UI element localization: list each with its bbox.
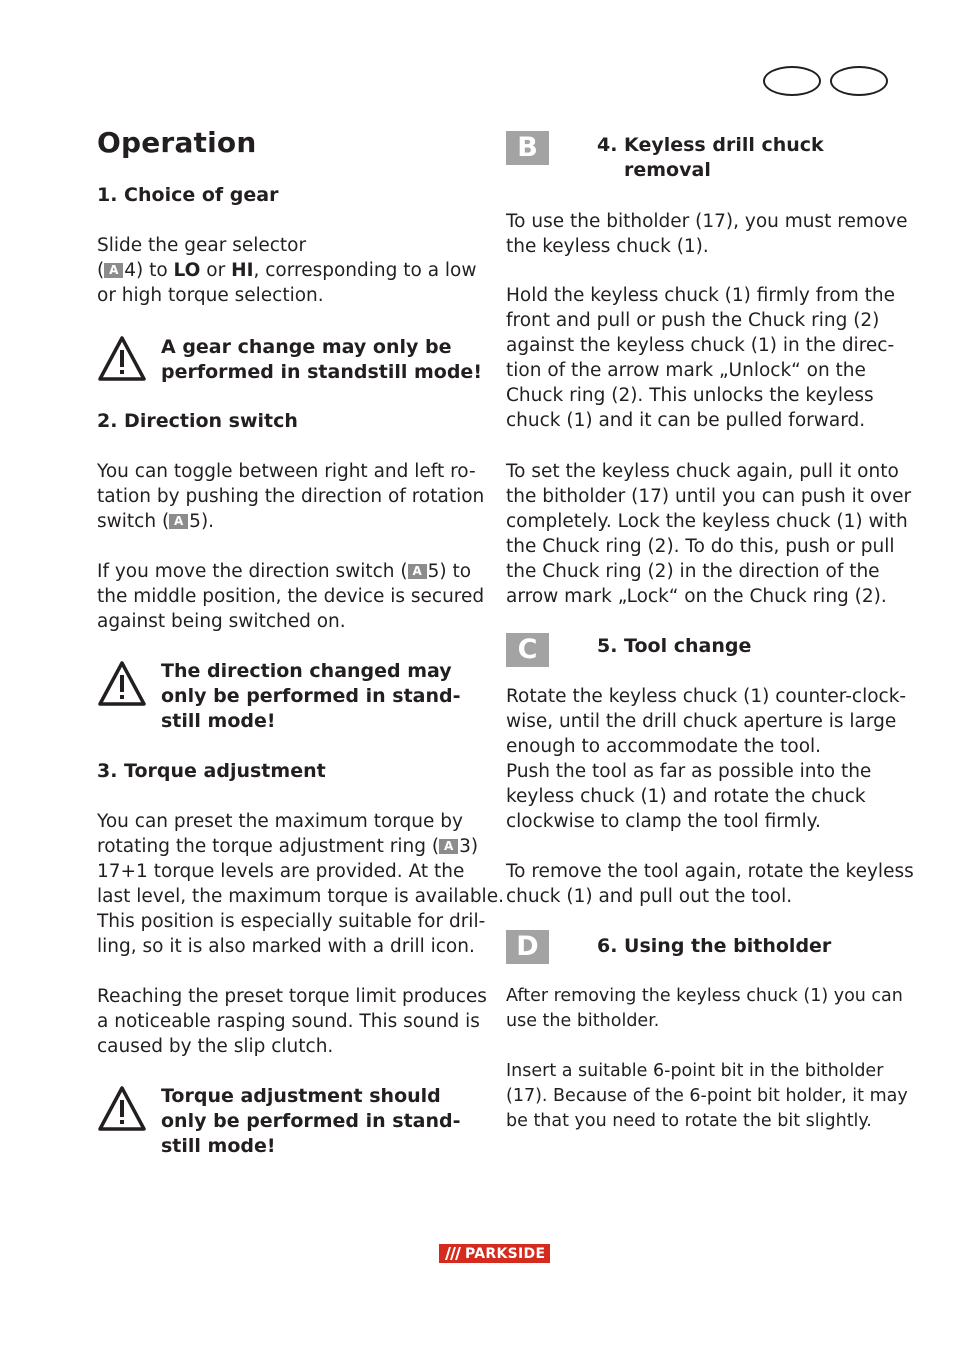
section-heading-keyless-chuck-removal [597,133,824,183]
language-oval-2 [830,66,888,96]
warning-direction-change [161,659,461,734]
text-line [97,559,484,584]
text-line: You can preset the maximum torque by [97,811,463,832]
figure-a-icon: A [439,839,458,854]
text-line: Push the tool as far as possible into the [506,761,872,782]
text: rotating the torque adjustment ring ( [97,836,440,857]
paragraph-tool-change-1 [506,684,906,834]
paragraph-direction-2 [97,559,484,634]
figure-label-c: C [506,633,549,667]
warning-gear-change [161,335,482,385]
paragraph-direction-1 [97,459,484,534]
text: switch ( [97,511,170,532]
lo-label: LO [173,260,201,281]
text-line: keyless chuck (1) and rotate the chuck [506,786,866,807]
text-line: To set the keyless chuck again, pull it onto [506,461,899,482]
text-line: only be performed in stand- [161,685,461,707]
paragraph-torque-2 [97,984,487,1059]
text-line: against being switched on. [97,611,346,632]
text: If you move the direction switch ( [97,561,408,582]
text-line: Torque adjustment should [161,1085,441,1107]
text-line: against the keyless chuck (1) in the direc- [506,335,895,356]
paragraph-tool-change-2 [506,859,914,909]
text-line: caused by the slip clutch. [97,1036,334,1057]
text-line: clockwise to clamp the tool firmly. [506,811,821,832]
warning-triangle-icon [97,335,147,383]
parkside-logo [439,1244,550,1263]
text-line: still mode! [161,1135,276,1157]
text: , corresponding to a low [253,260,477,281]
text-line: Chuck ring (2). This unlocks the keyless [506,385,874,406]
text-line: You can toggle between right and left ro- [97,461,476,482]
text-line: tation by pushing the direction of rotation [97,486,485,507]
text-line: Rotate the keyless chuck (1) counter-clock- [506,686,907,707]
text-line: (17). Because of the 6-point bit holder, it may [506,1086,908,1106]
paragraph-bitholder-2 [506,1059,908,1134]
text-line: be that you need to rotate the bit slightly. [506,1111,872,1131]
figure-label-d: D [506,930,549,964]
figure-a-icon: A [169,514,188,529]
warning-triangle-icon [97,1085,147,1133]
section-heading-tool-change: 5. Tool change [597,635,752,657]
text-line: performed in standstill mode! [161,361,482,383]
text-line: the bitholder (17) until you can push it over [506,486,912,507]
figure-label-b: B [506,131,549,165]
logo-slashes-icon [439,1244,465,1263]
text-line: Hold the keyless chuck (1) firmly from the [506,285,895,306]
paragraph-bitholder-1 [506,984,903,1034]
figure-a-icon: A [104,263,123,278]
warning-torque-adjustment [161,1084,461,1159]
text-line: completely. Lock the keyless chuck (1) with [506,511,908,532]
text-line: front and pull or push the Chuck ring (2) [506,310,880,331]
hi-label: HI [231,260,254,281]
text-line: A gear change may only be [161,336,452,358]
text-line: the Chuck ring (2). To do this, push or pull [506,536,895,557]
text-line: Reaching the preset torque limit produces [97,986,487,1007]
text-line: the middle position, the device is secured [97,586,485,607]
text-line [97,509,484,534]
text: 4) to [124,260,174,281]
text-line: Slide the gear selector [97,235,307,256]
text-line: After removing the keyless chuck (1) you can [506,986,903,1006]
section-heading-choice-of-gear: 1. Choice of gear [97,184,279,206]
text-line: chuck (1) and pull out the tool. [506,886,793,907]
paragraph-removal-2 [506,283,895,433]
text-line: still mode! [161,710,276,732]
paragraph-torque-1 [97,809,504,959]
paragraph-gear [97,233,477,308]
text-line: This position is especially suitable for dril- [97,911,486,932]
text-line: removal [624,159,711,181]
text: ( [97,260,105,281]
language-oval-1 [763,66,821,96]
text-line [97,258,477,283]
text-line: enough to accommodate the tool. [506,736,822,757]
text: 5) to [427,561,472,582]
text-line: wise, until the drill chuck aperture is large [506,711,897,732]
text-line: The direction changed may [161,660,452,682]
warning-triangle-icon [97,660,147,708]
brand-name: PARKSIDE [465,1245,546,1262]
text: or [200,260,232,281]
text-line: 17+1 torque levels are provided. At the [97,861,465,882]
text-line: last level, the maximum torque is available. [97,886,504,907]
paragraph-removal-3 [506,459,911,609]
section-heading-torque-adjustment: 3. Torque adjustment [97,760,326,782]
text-line: 4. Keyless drill chuck [597,134,824,156]
figure-a-icon: A [408,564,427,579]
text-line: arrow mark „Lock“ on the Chuck ring (2). [506,586,887,607]
text-line: the Chuck ring (2) in the direction of the [506,561,880,582]
text-line: a noticeable rasping sound. This sound is [97,1011,480,1032]
text-line: or high torque selection. [97,285,324,306]
text-line: the keyless chuck (1). [506,236,709,257]
text-line: tion of the arrow mark „Unlock“ on the [506,360,866,381]
text-line: To use the bitholder (17), you must remove [506,211,908,232]
text: 3) [459,836,479,857]
text-line: use the bitholder. [506,1011,660,1031]
section-heading-using-bitholder: 6. Using the bitholder [597,935,832,957]
page-title: Operation [97,126,257,159]
text-line: chuck (1) and it can be pulled forward. [506,410,866,431]
text-line: ling, so it is also marked with a drill icon. [97,936,475,957]
paragraph-removal-1 [506,209,908,259]
text-line: To remove the tool again, rotate the keyless [506,861,914,882]
text-line: only be performed in stand- [161,1110,461,1132]
text-line: Insert a suitable 6-point bit in the bitholder [506,1061,884,1081]
text: 5). [189,511,215,532]
section-heading-direction-switch: 2. Direction switch [97,410,298,432]
text-line [97,834,504,859]
